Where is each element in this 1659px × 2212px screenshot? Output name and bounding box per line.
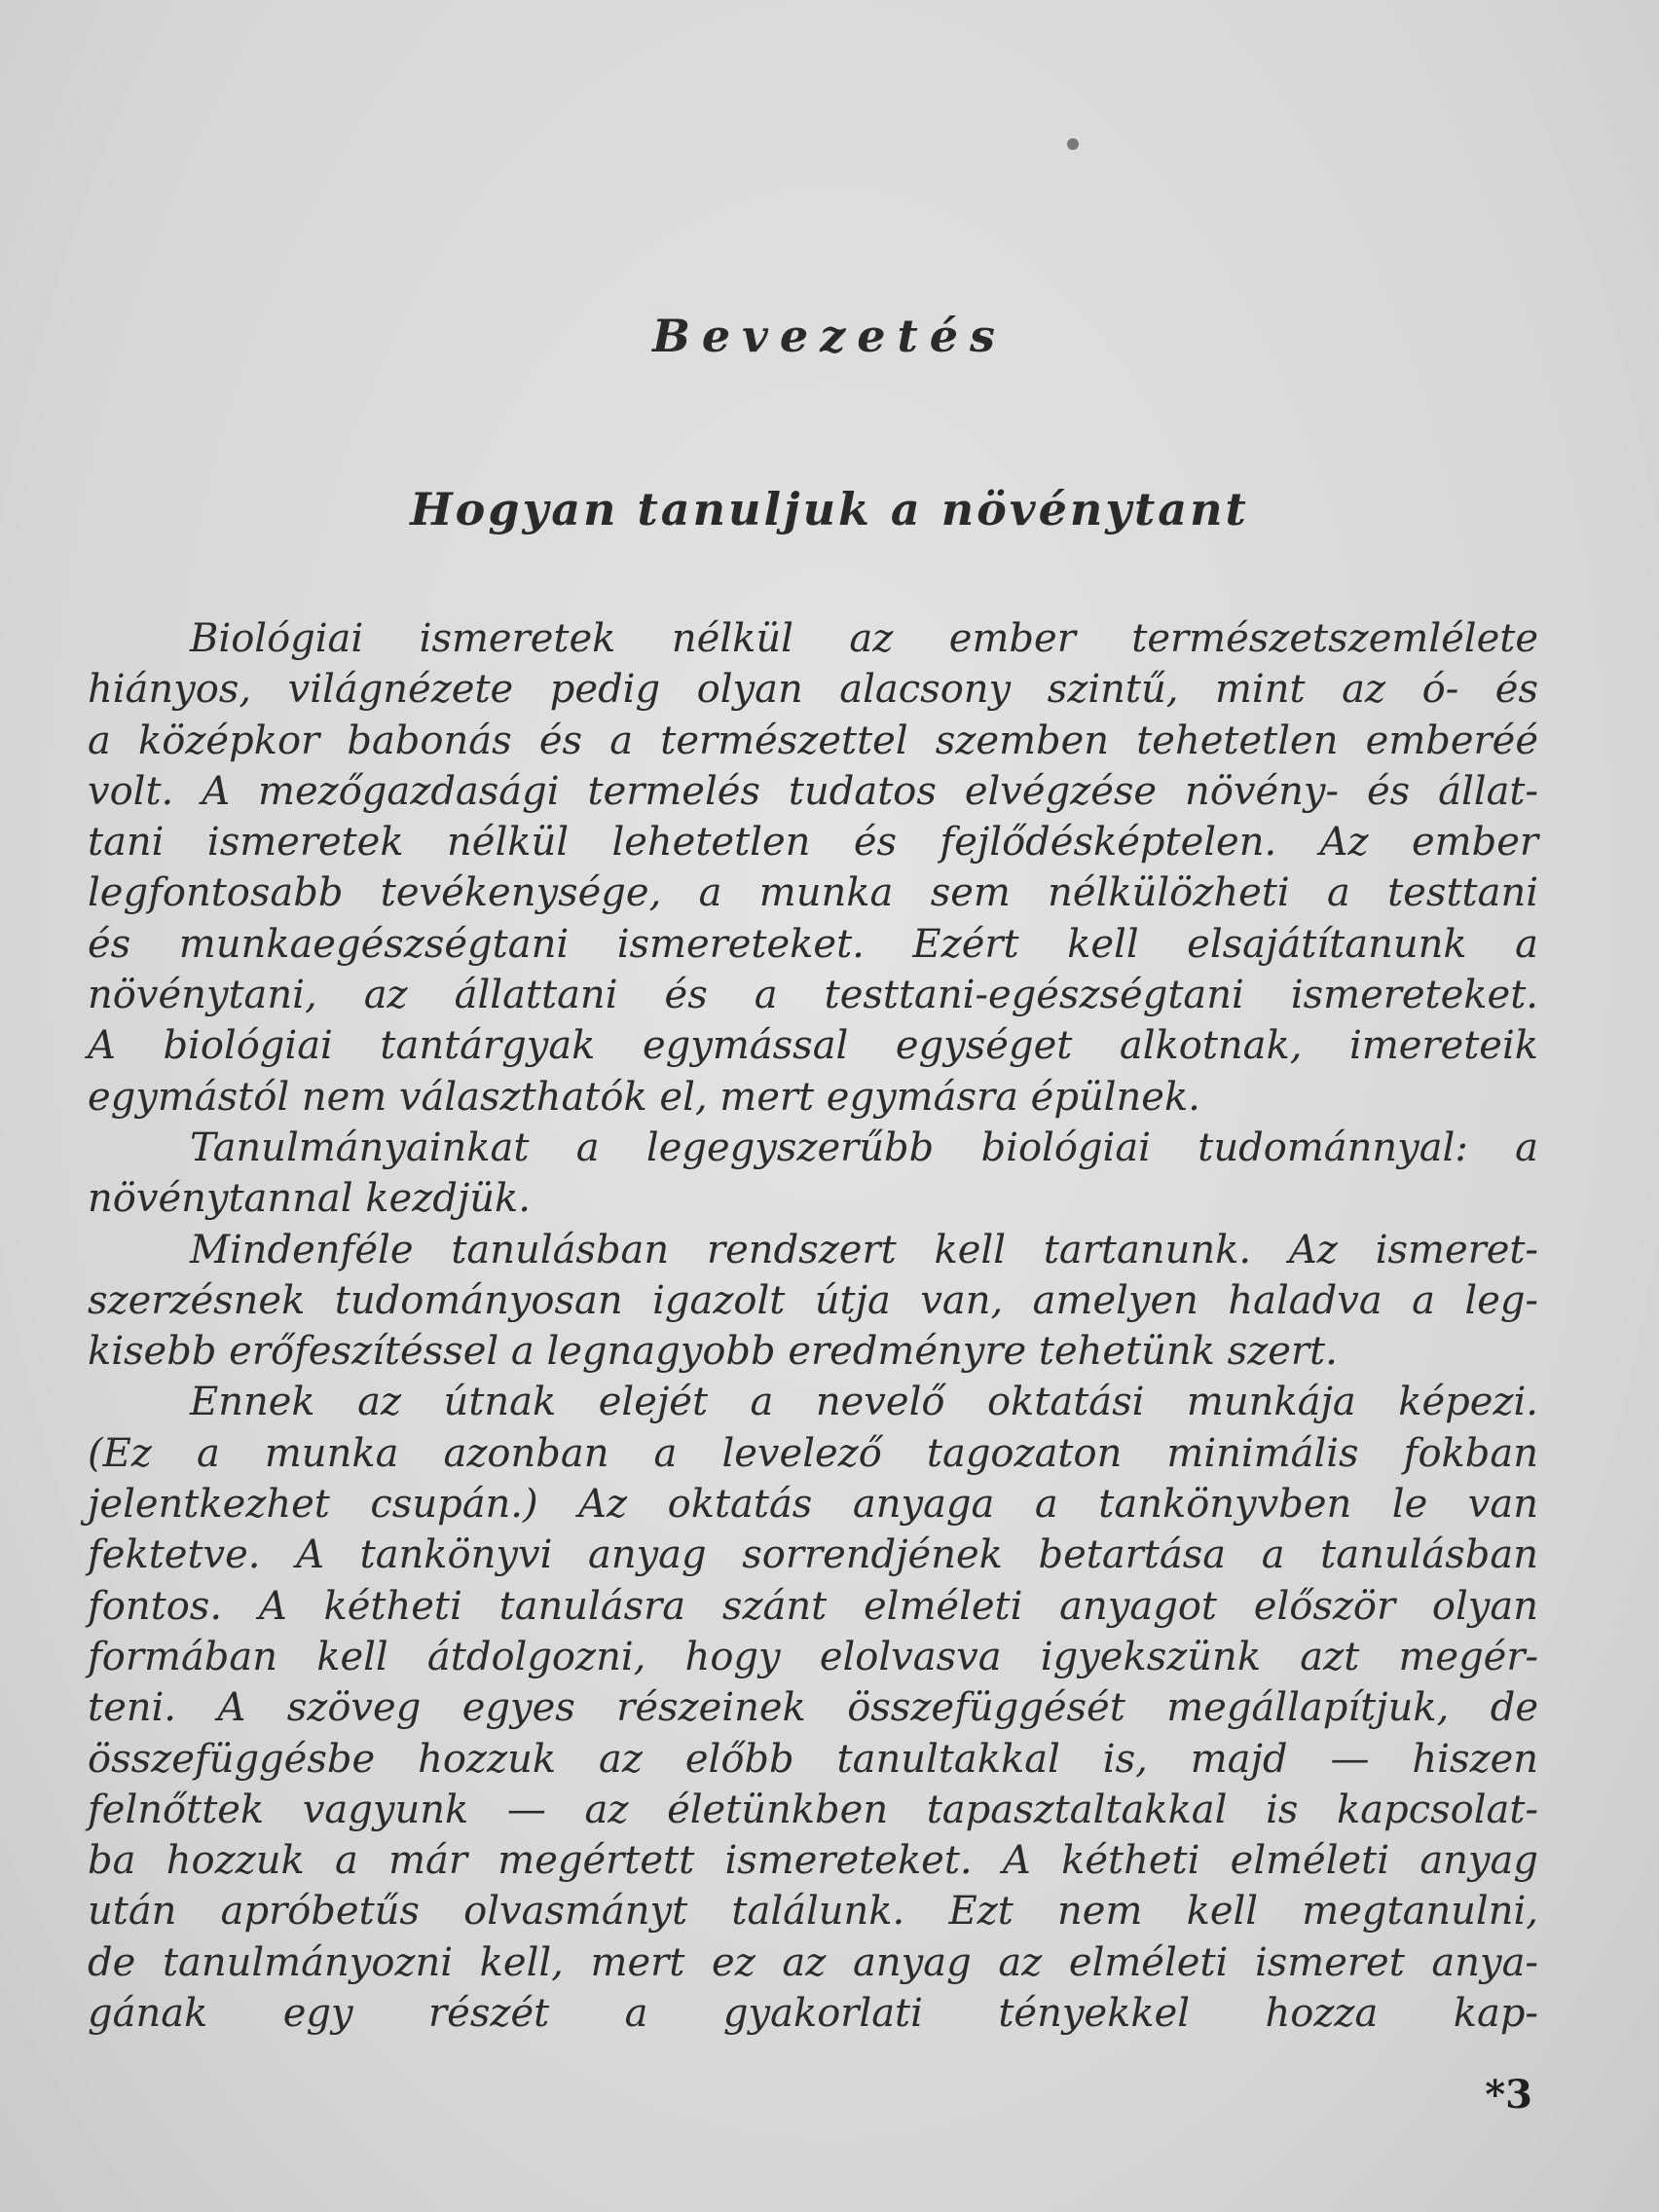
body-text xyxy=(88,613,1538,2039)
text-line: fektetve. A tankönyvi anyag sorrendjének betartása a tanulásban xyxy=(88,1532,1538,1578)
text-line: összefüggésbe hozzuk az előbb tanultakkal is, majd — hiszen xyxy=(88,1736,1538,1782)
text-line: szerzésnek tudományosan igazolt útja van, amelyen haladva a leg- xyxy=(88,1277,1538,1323)
text-line: növénytannal kezdjük. xyxy=(88,1176,531,1222)
text-line: Biológiai ismeretek nélkül az ember természetszemlélete xyxy=(190,616,1538,661)
text-line: a középkor babonás és a természettel szemben tehetetlen emberéé xyxy=(88,718,1538,763)
chapter-title: Hogyan tanuljuk a növénytant xyxy=(410,483,1249,535)
text-line: jelentkezhet csupán.) Az oktatás anyaga a tankönyvben le van xyxy=(88,1482,1538,1528)
text-line: fontos. A kétheti tanulásra szánt elméleti anyagot először olyan xyxy=(88,1583,1538,1629)
text-line: és munkaegészségtani ismereteket. Ezért kell elsajátítanunk a xyxy=(88,921,1538,967)
text-line: A biológiai tantárgyak egymással egységet alkotnak, imereteik xyxy=(88,1023,1538,1069)
text-line: teni. A szöveg egyes részeinek összefüggését megállapítjuk, de xyxy=(88,1685,1538,1731)
text-line: legfontosabb tevékenysége, a munka sem nélkülözheti a testtani xyxy=(88,870,1538,916)
text-line: volt. A mezőgazdasági termelés tudatos elvégzése növény- és állat- xyxy=(88,768,1538,814)
ink-speck xyxy=(1067,138,1079,150)
text-line: egymástól nem választhatók el, mert egymásra épülnek. xyxy=(88,1074,1200,1120)
text-line: Ennek az útnak elejét a nevelő oktatási munkája képezi. xyxy=(190,1380,1538,1425)
text-line: növénytani, az állattani és a testtani-egészségtani ismereteket. xyxy=(88,973,1538,1018)
section-title: Bevezetés xyxy=(652,310,1007,362)
page-number: *3 xyxy=(1485,2072,1532,2118)
text-line: de tanulmányozni kell, mert ez az anyag az elméleti ismeret anya- xyxy=(88,1939,1538,1985)
text-line: (Ez a munka azonban a levelező tagozaton minimális fokban xyxy=(88,1430,1538,1476)
text-line: után apróbetűs olvasmányt találunk. Ezt nem kell megtanulni, xyxy=(88,1889,1538,1935)
text-line: tani ismeretek nélkül lehetetlen és fejlődésképtelen. Az ember xyxy=(88,820,1538,866)
text-line: ba hozzuk a már megértett ismereteket. A kétheti elméleti anyag xyxy=(88,1838,1538,1884)
text-line: felnőttek vagyunk — az életünkben tapasztaltakkal is kapcsolat- xyxy=(88,1787,1538,1832)
text-line: formában kell átdolgozni, hogy elolvasva igyekszünk azt megér- xyxy=(88,1634,1538,1679)
text-line: Tanulmányainkat a legegyszerűbb biológiai tudománnyal: a xyxy=(190,1124,1538,1170)
text-line: Mindenféle tanulásban rendszert kell tartanunk. Az ismeret- xyxy=(190,1227,1538,1272)
text-line: kisebb erőfeszítéssel a legnagyobb eredményre tehetünk szert. xyxy=(88,1329,1338,1375)
text-line: gának egy részét a gyakorlati tényekkel hozza kap- xyxy=(88,1991,1538,2037)
text-line: hiányos, világnézete pedig olyan alacsony szintű, mint az ó- és xyxy=(88,667,1538,713)
